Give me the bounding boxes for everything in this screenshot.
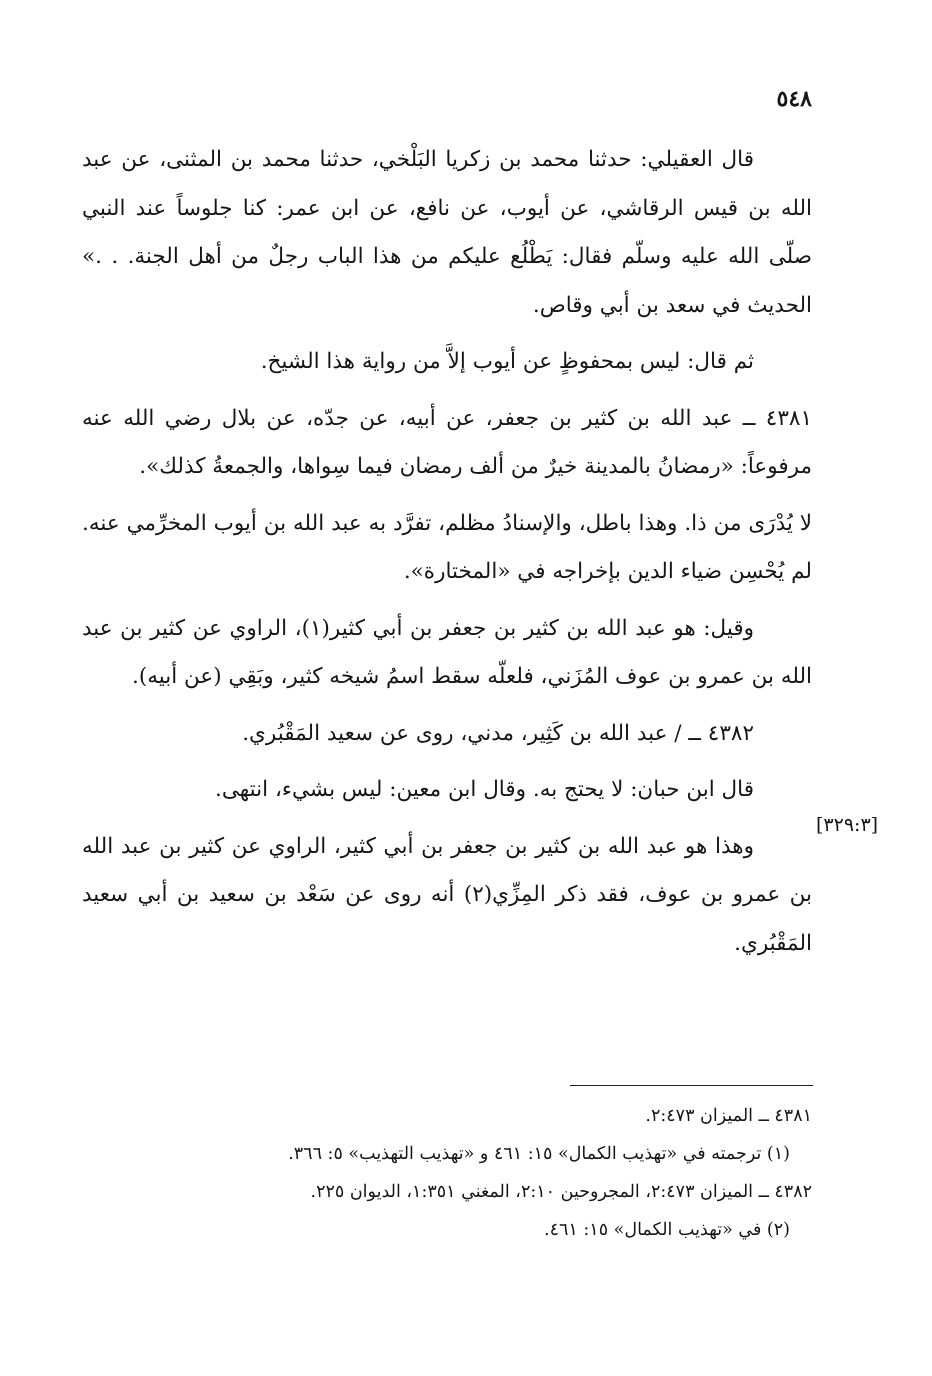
footnote-divider [570, 1085, 813, 1086]
footnote-1: (١) ترجمته في «تهذيب الكمال» ١٥: ٤٦١ و «تهذيب التهذيب» ٥: ٣٦٦. [288, 1144, 790, 1164]
paragraph-la-yudra: لا يُدْرَى من ذا. وهذا باطل، والإسنادُ مظلم، تفرَّد به عبد الله بن أيوب المخرِّمي عنه. لم يُحْسِن ضياء الدين بإخراجه في «المختارة». [82, 510, 812, 584]
footnote-4382: ٤٣٨٢ ــ الميزان ٢:٤٧٣، المجروحين ٢:١٠، المغني ١:٣٥١، الديوان ٢٢٥. [310, 1182, 812, 1202]
main-text [82, 136, 812, 976]
page-number: ٥٤٨ [776, 86, 812, 112]
entry-4381: ٤٣٨١ ــ عبد الله بن كثير بن جعفر، عن أبيه، عن جدّه، عن بلال رضي الله عنه مرفوعاً: «رمضانُ بالمدينة خيرٌ من ألف رمضان فيما سِواها، والجمعةُ كذلك». [82, 405, 812, 479]
footnote-4381: ٤٣٨١ ــ الميزان ٢:٤٧٣. [645, 1106, 812, 1126]
paragraph-uqayli: قال العقيلي: حدثنا محمد بن زكريا البَلْخي، حدثنا محمد بن المثنى، عن عبد الله بن قيس الرقاشي، عن أيوب، عن نافع، عن ابن عمر: كنا جلوساً عند النبي صلّى الله عليه وسلّم فقال: يَطْلُع عليكم من هذا الباب رجلٌ من أهل الجنة. . .» الحديث في سعد بن أبي وقاص. [82, 147, 812, 318]
paragraph-thumma-qal: ثم قال: ليس بمحفوظٍ عن أيوب إلاَّ من رواية هذا الشيخ. [260, 349, 754, 374]
paragraph-wa-qil: وقيل: هو عبد الله بن كثير بن جعفر بن أبي كثير(١)، الراوي عن كثير بن عبد الله بن عمرو بن عوف المُزَني، فلعلّه سقط اسمُ شيخه كثير، وبَقِي (عن أبيه). [82, 615, 812, 689]
footnotes [82, 1097, 812, 1249]
entry-4382: ٤٣٨٢ ــ / عبد الله بن كَثِير، مدني، روى عن سعيد المَقْبُري. [242, 720, 754, 746]
paragraph-ibn-hibban: قال ابن حبان: لا يحتج به. وقال ابن معين: ليس بشيء، انتهى. [215, 777, 754, 802]
paragraph-wa-hadha: وهذا هو عبد الله بن كثير بن جعفر بن أبي كثير، الراوي عن كثير بن عبد الله بن عمرو بن عوف، فقد ذكر المِزِّي(٢) أنه روى عن سَعْد بن سعيد بن أبي سعيد المَقْبُري. [82, 833, 812, 956]
margin-reference: [٣٢٩:٣] [816, 814, 879, 836]
footnote-2: (٢) في «تهذيب الكمال» ١٥: ٤٦١. [544, 1220, 790, 1240]
